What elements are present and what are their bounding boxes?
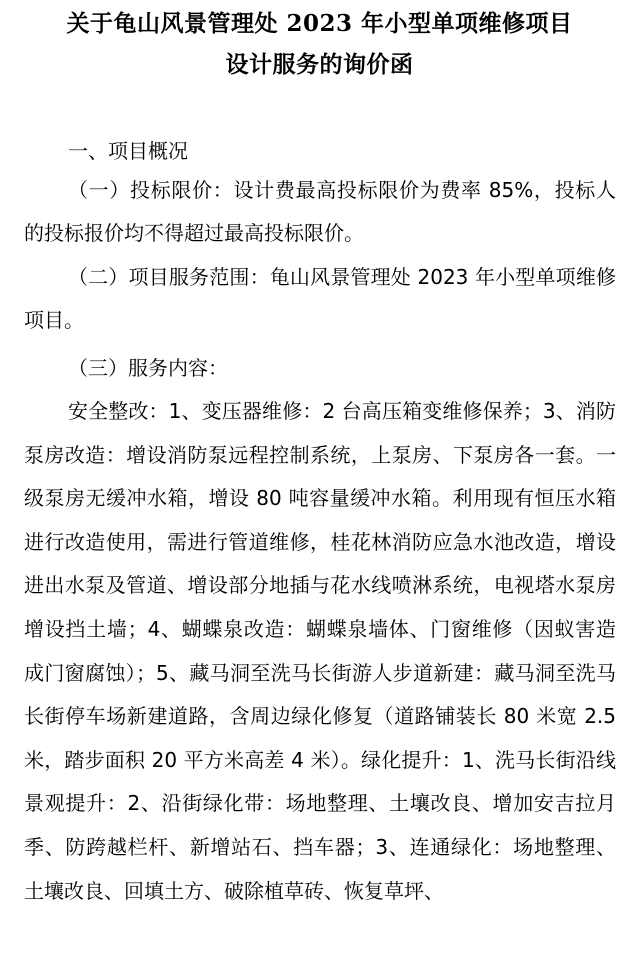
document-title-line-1: 关于龟山风景管理处 2023 年小型单项维修项目 (66, 10, 573, 37)
document-title-line-2: 设计服务的询价函 (225, 51, 414, 78)
paragraph-service-scope: （二）项目服务范围：龟山风景管理处 2023 年小型单项维修项目。 (24, 265, 616, 333)
section-heading-project-overview: 一、项目概况 (68, 139, 188, 163)
paragraph-service-content-body: 安全整改：1、变压器维修：2 台高压箱变维修保养；3、消防泵房改造：增设消防泵远程控制系统，上泵房、下泵房各一套。一级泵房无缓冲水箱，增设 80 吨容量缓冲水箱。利用现有恒压水箱进行改造使用，需进行管道维修，桂花林消防应急水池改造，增设进出水泵及管道、增设部分地插与花水线喷淋系统，电视塔水泵房增设挡土墙；4、蝴蝶泉改造：蝴蝶泉墙体、门窗维修（因蚁害造成门窗腐蚀）；5、藏马洞至洗马长街游人步道新建：藏马洞至洗马长街停车场新建道路，含周边绿化修复（道路铺装长 80 米宽 2.5 米，踏步面积 20 平方米高差 4 米）。绿化提升：1、洗马长街沿线景观提升：2、沿街绿化带：场地整理、土壤改良、增加安吉拉月季、防跨越栏杆、新增站石、挡车器；3、连通绿化：场地整理、土壤改良、回填土方、破除植草砖、恢复草坪、 (24, 399, 616, 903)
paragraph-service-content-heading: （三）服务内容： (68, 356, 228, 380)
paragraph-bid-price-limit: （一）投标限价：设计费最高投标限价为费率 85%，投标人的投标报价均不得超过最高投标限价。 (24, 178, 616, 246)
